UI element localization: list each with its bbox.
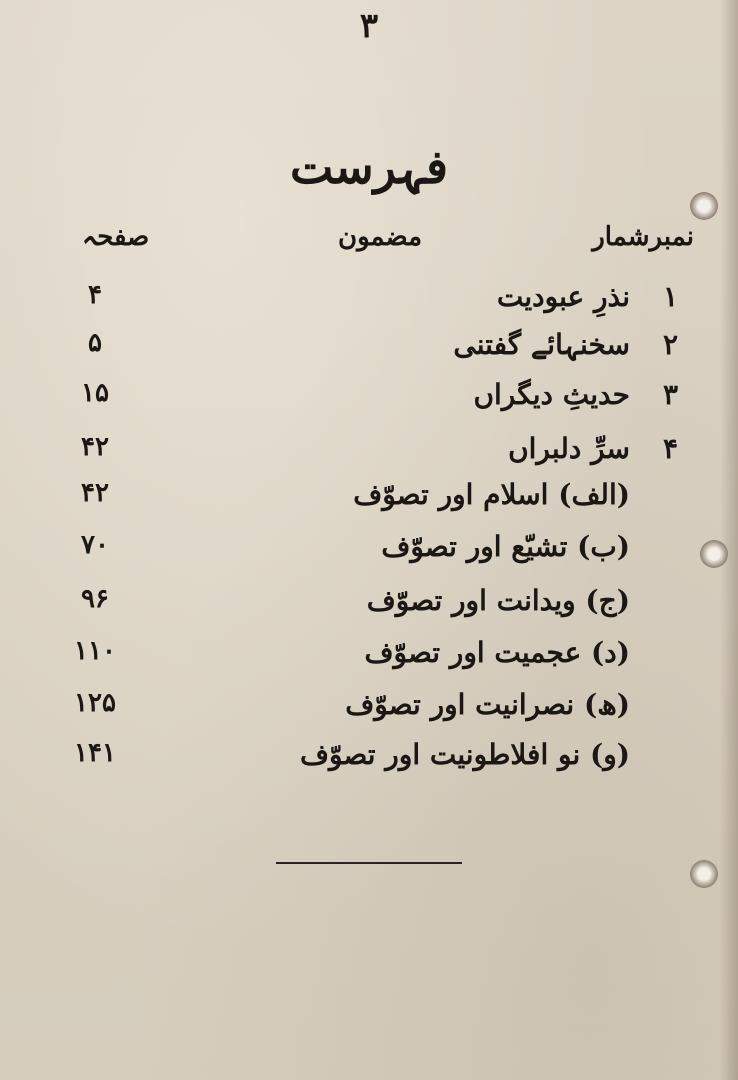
toc-subject: (د) عجمیت اور تصوّف	[364, 636, 630, 669]
toc-page: ۴۲	[81, 432, 109, 462]
page-number: ۳	[359, 6, 379, 46]
toc-page: ۴۲	[81, 478, 109, 508]
header-serial: نمبرشمار	[592, 222, 694, 252]
header-page: صفحہ	[82, 222, 150, 252]
toc-subject: (ج) ویدانت اور تصوّف	[366, 584, 630, 617]
toc-row	[0, 636, 738, 686]
toc-serial: ۱	[662, 280, 678, 313]
page-title: فہرست	[289, 140, 449, 194]
toc-row	[0, 378, 738, 428]
toc-page: ۷۰	[81, 530, 109, 560]
binding-hole	[690, 192, 718, 220]
toc-row	[0, 530, 738, 580]
toc-page: ۱۴۱	[74, 738, 116, 768]
toc-subject: (ب) تشیّع اور تصوّف	[381, 530, 630, 563]
header-subject: مضمون	[337, 222, 423, 252]
toc-row	[0, 688, 738, 738]
toc-subject: سخنہائے گفتنی	[453, 328, 630, 361]
toc-row	[0, 280, 738, 330]
toc-subject: (ھ) نصرانیت اور تصوّف	[345, 688, 630, 721]
closing-rule	[276, 862, 462, 864]
toc-page: ۱۲۵	[74, 688, 116, 718]
toc-page: ۱۵	[81, 378, 109, 408]
toc-subject: (الف) اسلام اور تصوّف	[353, 478, 630, 511]
toc-row	[0, 328, 738, 378]
toc-page: ۱۱۰	[74, 636, 116, 666]
toc-page: ۴	[88, 280, 102, 310]
toc-serial: ۴	[662, 432, 678, 465]
toc-subject: (و) نو افلاطونیت اور تصوّف	[299, 738, 630, 771]
toc-page: ۹۶	[81, 584, 109, 614]
toc-row	[0, 584, 738, 634]
toc-serial: ۳	[662, 378, 678, 411]
toc-subject: حدیثِ دیگراں	[473, 378, 630, 411]
toc-row	[0, 738, 738, 788]
toc-page: ۵	[88, 328, 102, 358]
binding-hole	[690, 860, 718, 888]
toc-subject: سرِّ دلبراں	[508, 432, 630, 465]
toc-row	[0, 432, 738, 482]
toc-subject: نذرِ عبودیت	[496, 280, 630, 313]
toc-serial: ۲	[662, 328, 678, 361]
toc-row	[0, 478, 738, 528]
